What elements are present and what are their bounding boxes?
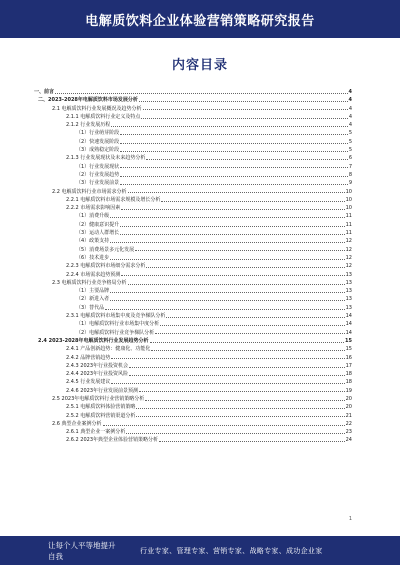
- toc-entry[interactable]: [34, 212, 352, 220]
- dot-leader: [55, 88, 348, 94]
- toc-entry-page: 10: [345, 188, 352, 195]
- toc-entry[interactable]: [34, 262, 352, 270]
- toc-entry[interactable]: [34, 113, 352, 121]
- toc-entry[interactable]: [34, 154, 352, 162]
- dot-leader: [120, 163, 348, 169]
- toc-entry[interactable]: [34, 304, 352, 312]
- dot-leader: [128, 188, 345, 194]
- dot-leader: [160, 320, 344, 326]
- dot-leader: [110, 237, 344, 243]
- toc-entry-label: 2.2.1 电解质饮料市场需求规模及增长分析: [66, 196, 161, 203]
- footer-banner: [0, 536, 400, 565]
- dot-leader: [120, 129, 348, 135]
- dot-leader: [136, 412, 344, 418]
- toc-entry-label: 2.1.3 行业发展现状及未来趋势分析: [66, 155, 146, 162]
- table-of-contents: [34, 88, 352, 445]
- dot-leader: [120, 171, 348, 177]
- toc-entry-page: 12: [345, 238, 352, 245]
- dot-leader: [139, 96, 348, 102]
- toc-entry-page: 8: [348, 171, 352, 178]
- toc-entry-label: 2.4.6 2023年行业发展前景预测: [66, 387, 139, 394]
- toc-entry[interactable]: [34, 279, 352, 287]
- dot-leader: [139, 387, 345, 393]
- dot-leader: [120, 146, 348, 152]
- dot-leader: [105, 304, 344, 310]
- toc-entry-page: 17: [345, 362, 352, 369]
- toc-entry-label: （1）消费升级: [76, 213, 110, 220]
- toc-entry-page: 5: [348, 130, 352, 137]
- toc-entry-page: 6: [348, 155, 352, 162]
- toc-entry-page: 4: [348, 97, 352, 104]
- toc-entry-label: （1）行业萌芽阶段: [76, 130, 120, 137]
- dot-leader: [128, 279, 345, 285]
- toc-heading: 内容目录: [171, 58, 228, 73]
- toc-entry-label: 2.4.2 品牌营销趋势: [66, 354, 111, 361]
- dot-leader: [129, 362, 345, 368]
- toc-entry-page: 20: [345, 395, 352, 402]
- toc-entry-page: 12: [345, 254, 352, 261]
- toc-entry-label: 2.6 典型企业案例分析: [52, 420, 102, 427]
- toc-entry[interactable]: [34, 295, 352, 303]
- report-title: 电解质饮料企业体验营销策略研究报告: [85, 13, 315, 29]
- toc-entry-page: 11: [345, 230, 352, 237]
- toc-entry[interactable]: [34, 320, 352, 328]
- toc-entry-page: 13: [345, 279, 352, 286]
- toc-entry-page: 4: [348, 89, 352, 95]
- dot-leader: [110, 295, 344, 301]
- toc-entry-label: 2.3.1 电解质饮料市场集中度及竞争梯队分析: [66, 313, 166, 320]
- toc-entry[interactable]: [34, 362, 352, 370]
- toc-entry[interactable]: [34, 146, 352, 154]
- toc-entry-page: 15: [345, 337, 352, 344]
- toc-entry-label: （3）成熟稳定阶段: [76, 147, 120, 154]
- toc-entry-page: 7: [348, 163, 352, 170]
- toc-entry-page: 13: [345, 288, 352, 295]
- dot-leader: [110, 212, 344, 218]
- toc-entry-label: 2.1 电解质饮料行业发展概况及趋势分析: [52, 105, 142, 112]
- toc-entry[interactable]: [34, 337, 352, 345]
- toc-entry-label: 2.4 2023-2028年电解质饮料行业发展趋势分析: [38, 337, 149, 344]
- toc-entry[interactable]: [34, 287, 352, 295]
- toc-entry-label: （2）行业发展趋势: [76, 171, 120, 178]
- toc-entry-page: 22: [345, 420, 352, 427]
- dot-leader: [150, 337, 345, 343]
- toc-entry-page: 10: [345, 196, 352, 203]
- toc-entry[interactable]: [34, 436, 352, 444]
- toc-entry-label: （2）快速发展阶段: [76, 138, 120, 145]
- toc-entry-page: 13: [345, 296, 352, 303]
- toc-entry-page: 16: [345, 354, 352, 361]
- toc-entry-label: （5）消费场景多元化发展: [76, 246, 135, 253]
- toc-entry-label: 2.2.3 电解质饮料市场细分需求分析: [66, 263, 146, 270]
- toc-entry-page: 24: [345, 437, 352, 444]
- toc-entry-label: （3）替代品: [76, 304, 105, 311]
- toc-entry-label: 2.2 电解质饮料行业市场需求分析: [52, 188, 127, 195]
- dot-leader: [120, 179, 348, 185]
- dot-leader: [120, 221, 344, 227]
- toc-entry-label: （1）电解质饮料行业市场集中度分析: [76, 321, 160, 328]
- toc-entry[interactable]: [34, 179, 352, 187]
- toc-entry[interactable]: [34, 163, 352, 171]
- toc-entry[interactable]: [34, 188, 352, 196]
- toc-entry-page: 4: [348, 122, 352, 129]
- toc-entry-page: 12: [345, 246, 352, 253]
- toc-entry[interactable]: [34, 271, 352, 279]
- toc-entry-page: 14: [345, 313, 352, 320]
- toc-entry-page: 18: [345, 371, 352, 378]
- toc-entry-label: （4）政策支持: [76, 238, 110, 245]
- toc-entry[interactable]: [34, 354, 352, 362]
- toc-entry-page: 5: [348, 138, 352, 145]
- toc-entry-page: 4: [348, 113, 352, 120]
- toc-entry-label: （1）主要品牌: [76, 288, 110, 295]
- toc-entry-label: 一、前言: [34, 89, 55, 95]
- dot-leader: [136, 403, 344, 409]
- toc-entry-label: 2.4.3 2023年行业投资机会: [66, 362, 129, 369]
- toc-entry-label: 2.2.2 市场需求影响因素: [66, 205, 121, 212]
- toc-entry[interactable]: [34, 420, 352, 428]
- toc-entry[interactable]: [34, 96, 352, 104]
- toc-entry[interactable]: [34, 121, 352, 129]
- toc-entry[interactable]: [34, 88, 352, 96]
- toc-entry-label: 2.1.1 电解质饮料行业定义及特点: [66, 113, 141, 120]
- footer-experts: 行业专家、管理专家、营销专家、战略专家、成功企业家: [140, 546, 323, 555]
- toc-entry-label: 2.6.2 2023年典型企业体验营销策略分析: [66, 437, 159, 444]
- toc-entry-page: 10: [345, 205, 352, 212]
- page-number: 1: [348, 516, 352, 522]
- dot-leader: [103, 420, 345, 426]
- toc-entry-label: 2.5.1 电解质饮料体验营销策略: [66, 404, 136, 411]
- toc-entry-label: 二、2023-2028年电解质饮料市场发展分析: [38, 97, 138, 104]
- dot-leader: [120, 229, 344, 235]
- toc-entry[interactable]: [34, 329, 352, 337]
- toc-entry[interactable]: [34, 254, 352, 262]
- toc-entry-page: 5: [348, 147, 352, 154]
- toc-entry-page: 14: [345, 329, 352, 336]
- toc-entry[interactable]: [34, 378, 352, 386]
- dot-leader: [111, 378, 344, 384]
- toc-entry-page: 20: [345, 404, 352, 411]
- toc-entry[interactable]: [34, 370, 352, 378]
- dot-leader: [143, 105, 348, 111]
- toc-entry-page: 13: [345, 271, 352, 278]
- dot-leader: [121, 204, 344, 210]
- toc-entry[interactable]: [34, 395, 352, 403]
- dot-leader: [110, 287, 344, 293]
- toc-entry-label: 2.4.4 2023年行业投资风险: [66, 371, 129, 378]
- toc-entry[interactable]: [34, 403, 352, 411]
- dot-leader: [129, 370, 345, 376]
- toc-entry-label: 2.2.4 市场需求趋势预测: [66, 271, 121, 278]
- toc-entry-label: （6）技术进步: [76, 254, 110, 261]
- toc-entry-label: 2.4.1 产品创新趋势：健康化、功能化: [66, 346, 151, 353]
- toc-entry-page: 15: [345, 346, 352, 353]
- dot-leader: [120, 138, 348, 144]
- toc-entry-page: 23: [345, 429, 352, 436]
- toc-entry-label: （2）新进入者: [76, 296, 110, 303]
- dot-leader: [110, 254, 344, 260]
- dot-leader: [146, 262, 344, 268]
- toc-entry-label: （3）运动人群增长: [76, 230, 120, 237]
- toc-entry-page: 12: [345, 263, 352, 270]
- toc-entry-label: 2.3 电解质饮料行业竞争格局分析: [52, 279, 127, 286]
- toc-entry[interactable]: [34, 428, 352, 436]
- toc-entry[interactable]: [34, 138, 352, 146]
- toc-entry[interactable]: [34, 171, 352, 179]
- toc-entry-label: 2.1.2 行业发展历程: [66, 122, 111, 129]
- toc-entry-label: （3）行业发展前景: [76, 180, 120, 187]
- dot-leader: [146, 154, 347, 160]
- dot-leader: [135, 246, 344, 252]
- toc-entry-label: 2.5 2023年电解质饮料行业营销策略分析: [52, 395, 145, 402]
- dot-leader: [166, 312, 344, 318]
- dot-leader: [141, 113, 347, 119]
- dot-leader: [111, 121, 348, 127]
- toc-entry[interactable]: [34, 237, 352, 245]
- toc-entry[interactable]: [34, 246, 352, 254]
- toc-entry[interactable]: [34, 312, 352, 320]
- toc-entry[interactable]: [34, 229, 352, 237]
- toc-entry-page: 21: [345, 412, 352, 419]
- toc-entry-label: （1）行业发展现状: [76, 163, 120, 170]
- dot-leader: [126, 428, 344, 434]
- toc-entry-page: 4: [348, 105, 352, 112]
- dot-leader: [111, 354, 344, 360]
- dot-leader: [121, 271, 344, 277]
- toc-entry-page: 11: [345, 213, 352, 220]
- toc-entry-page: 9: [348, 180, 352, 187]
- footer-slogan: 让每个人平等地提升自我: [48, 540, 116, 561]
- toc-entry[interactable]: [34, 129, 352, 137]
- dot-leader: [155, 329, 344, 335]
- dot-leader: [161, 196, 344, 202]
- toc-entry-label: 2.5.2 电解质饮料营销渠道分析: [66, 412, 136, 419]
- toc-entry-label: （2）健康意识提升: [76, 221, 120, 228]
- toc-entry-page: 14: [345, 321, 352, 328]
- toc-entry[interactable]: [34, 221, 352, 229]
- toc-entry-label: （2）电解质饮料行业竞争梯队分析: [76, 329, 155, 336]
- toc-entry[interactable]: [34, 204, 352, 212]
- toc-entry[interactable]: [34, 196, 352, 204]
- toc-entry[interactable]: [34, 345, 352, 353]
- toc-entry[interactable]: [34, 412, 352, 420]
- toc-entry-label: 2.6.1 典型企业一案例分析: [66, 429, 126, 436]
- toc-entry-page: 19: [345, 387, 352, 394]
- dot-leader: [145, 395, 344, 401]
- toc-entry[interactable]: [34, 387, 352, 395]
- toc-entry-page: 11: [345, 221, 352, 228]
- toc-entry[interactable]: [34, 105, 352, 113]
- dot-leader: [159, 436, 345, 442]
- dot-leader: [151, 345, 344, 351]
- header-banner: [0, 0, 400, 38]
- toc-entry-page: 18: [345, 379, 352, 386]
- toc-entry-label: 2.4.5 行业发展建议: [66, 379, 111, 386]
- toc-entry-page: 13: [345, 304, 352, 311]
